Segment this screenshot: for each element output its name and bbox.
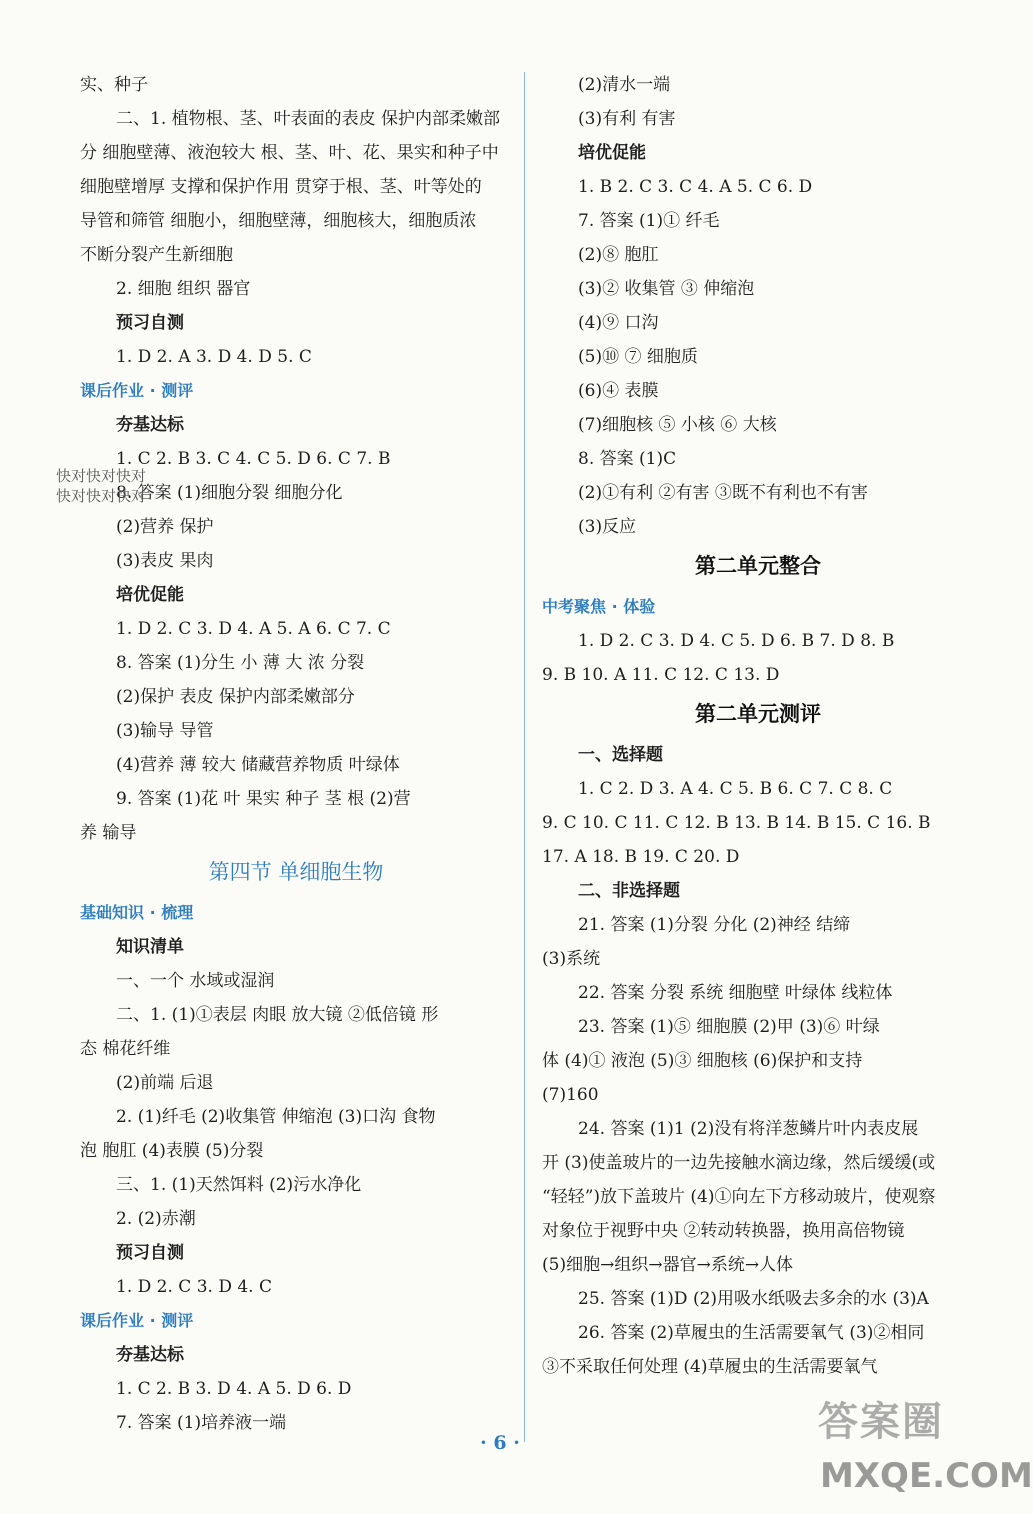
text-line: (5)细胞→组织→器官→系统→人体 — [542, 1255, 794, 1275]
heading-label: 二、非选择题 — [578, 881, 680, 901]
text-line: 导管和筛管 细胞小，细胞壁薄，细胞核大，细胞质浓 — [80, 211, 477, 231]
text-line: 不断分裂产生新细胞 — [80, 245, 233, 265]
text-line: 25. 答案 (1)D (2)用吸水纸吸去多余的水 (3)A — [578, 1289, 929, 1309]
watermark-logo — [814, 1390, 1033, 1500]
text-line: 7. 答案 (1)培养液一端 — [116, 1413, 287, 1433]
text-line: (3)反应 — [578, 517, 637, 537]
text-line: 一、一个 水域或湿润 — [116, 971, 275, 991]
text-line: (3)表皮 果肉 — [116, 551, 214, 571]
handwriting-line: 快对快对快对 — [56, 467, 147, 485]
text-line: 二、1. 植物根、茎、叶表面的表皮 保护内部柔嫩部 — [116, 109, 501, 129]
text-line: 9. B 10. A 11. C 12. C 13. D — [542, 665, 780, 685]
text-line: (2)前端 后退 — [116, 1073, 214, 1093]
text-line: 24. 答案 (1)1 (2)没有将洋葱鳞片叶内表皮展 — [578, 1119, 919, 1139]
text-line: (3)② 收集管 ③ 伸缩泡 — [578, 279, 755, 299]
column-divider — [524, 72, 525, 1442]
text-line: 1. C 2. D 3. A 4. C 5. B 6. C 7. C 8. C — [578, 779, 893, 799]
text-line: (6)④ 表膜 — [578, 381, 659, 401]
heading-label: 夯基达标 — [116, 415, 184, 435]
heading-label: 培优促能 — [578, 143, 646, 163]
text-line: 对象位于视野中央 ②转动转换器，换用高倍物镜 — [542, 1221, 905, 1241]
text-line: (2)清水一端 — [578, 75, 671, 95]
text-line: (5)⑩ ⑦ 细胞质 — [578, 347, 698, 367]
text-line: 2. (1)纤毛 (2)收集管 伸缩泡 (3)口沟 食物 — [116, 1107, 436, 1127]
text-line: 8. 答案 (1)细胞分裂 细胞分化 — [116, 483, 343, 503]
text-line: (7)160 — [542, 1085, 599, 1105]
text-line: 26. 答案 (2)草履虫的生活需要氧气 (3)②相同 — [578, 1323, 925, 1343]
text-line: 7. 答案 (1)① 纤毛 — [578, 211, 720, 231]
text-line: “轻轻”)放下盖玻片 (4)①向左下方移动玻片，使观察 — [542, 1187, 936, 1207]
text-line: (2)⑧ 胞肛 — [578, 245, 659, 265]
subsection-heading: 基础知识 · 梳理 — [80, 903, 194, 922]
section-title: 第二单元测评 — [695, 702, 821, 726]
text-line: 8. 答案 (1)分生 小 薄 大 浓 分裂 — [116, 653, 365, 673]
text-line: 体 (4)① 液泡 (5)③ 细胞核 (6)保护和支持 — [542, 1051, 863, 1071]
section-title: 第四节 单细胞生物 — [208, 860, 384, 884]
subsection-heading: 课后作业 · 测评 — [80, 381, 194, 400]
text-line: 2. (2)赤潮 — [116, 1209, 196, 1229]
text-line: 9. 答案 (1)花 叶 果实 种子 茎 根 (2)营 — [116, 789, 411, 809]
heading-label: 知识清单 — [116, 937, 184, 957]
text-line: 9. C 10. C 11. C 12. B 13. B 14. B 15. C 16. B — [542, 813, 931, 833]
right-column — [542, 68, 974, 1384]
text-line: 细胞壁增厚 支撑和保护作用 贯穿于根、茎、叶等处的 — [80, 177, 482, 197]
text-line: 23. 答案 (1)⑤ 细胞膜 (2)甲 (3)⑥ 叶绿 — [578, 1017, 880, 1037]
text-line: (2)营养 保护 — [116, 517, 214, 537]
text-line: 1. D 2. A 3. D 4. D 5. C — [116, 347, 312, 367]
section-title: 第二单元整合 — [695, 554, 821, 578]
text-line: (2)①有利 ②有害 ③既不有利也不有害 — [578, 483, 868, 503]
handwriting-line: 快对快对快对 — [56, 487, 147, 505]
text-line: 养 输导 — [80, 823, 137, 843]
left-column — [80, 68, 512, 1440]
text-line: 分 细胞壁薄、液泡较大 根、茎、叶、花、果实和种子中 — [80, 143, 499, 163]
watermark-top: 答案圈 — [818, 1399, 944, 1445]
text-line: 二、1. (1)①表层 肉眼 放大镜 ②低倍镜 形 — [116, 1005, 439, 1025]
text-line: 8. 答案 (1)C — [578, 449, 677, 469]
text-line: 态 棉花纤维 — [80, 1039, 171, 1059]
text-line: 1. C 2. B 3. D 4. A 5. D 6. D — [116, 1379, 352, 1399]
text-line: 1. B 2. C 3. C 4. A 5. C 6. D — [578, 177, 813, 197]
heading-label: 一、选择题 — [578, 745, 663, 765]
watermark-bottom: MXQE.COM — [820, 1456, 1033, 1496]
text-line: (3)系统 — [542, 949, 601, 969]
subsection-heading: 课后作业 · 测评 — [80, 1311, 194, 1330]
text-line: 1. D 2. C 3. D 4. C — [116, 1277, 272, 1297]
text-line: 21. 答案 (1)分裂 分化 (2)神经 结缔 — [578, 915, 851, 935]
text-line: 1. D 2. C 3. D 4. A 5. A 6. C 7. C — [116, 619, 391, 639]
text-line: 2. 细胞 组织 器官 — [116, 279, 251, 299]
subsection-heading: 中考聚焦 · 体验 — [542, 597, 656, 616]
page-number: · 6 · — [480, 1432, 520, 1454]
text-line: 22. 答案 分裂 系统 细胞壁 叶绿体 线粒体 — [578, 983, 893, 1003]
heading-label: 预习自测 — [116, 1243, 184, 1263]
text-line: (3)输导 导管 — [116, 721, 214, 741]
text-line: 1. C 2. B 3. C 4. C 5. D 6. C 7. B — [116, 449, 391, 469]
text-line: 1. D 2. C 3. D 4. C 5. D 6. B 7. D 8. B — [578, 631, 895, 651]
handwritten-annotation — [56, 466, 146, 506]
text-line: 17. A 18. B 19. C 20. D — [542, 847, 740, 867]
heading-label: 夯基达标 — [116, 1345, 184, 1365]
text-line: 开 (3)使盖玻片的一边先接触水滴边缘，然后缓缓(或 — [542, 1153, 936, 1173]
text-line: (4)营养 薄 较大 储藏营养物质 叶绿体 — [116, 755, 400, 775]
text-line: 三、1. (1)天然饵料 (2)污水净化 — [116, 1175, 362, 1195]
text-line: ③不采取任何处理 (4)草履虫的生活需要氧气 — [542, 1357, 878, 1377]
text-line: 泡 胞肛 (4)表膜 (5)分裂 — [80, 1141, 264, 1161]
heading-label: 预习自测 — [116, 313, 184, 333]
text-line: (4)⑨ 口沟 — [578, 313, 659, 333]
text-line: (2)保护 表皮 保护内部柔嫩部分 — [116, 687, 355, 707]
heading-label: 培优促能 — [116, 585, 184, 605]
text-line: 实、种子 — [80, 75, 148, 95]
text-line: (3)有利 有害 — [578, 109, 676, 129]
text-line: (7)细胞核 ⑤ 小核 ⑥ 大核 — [578, 415, 777, 435]
